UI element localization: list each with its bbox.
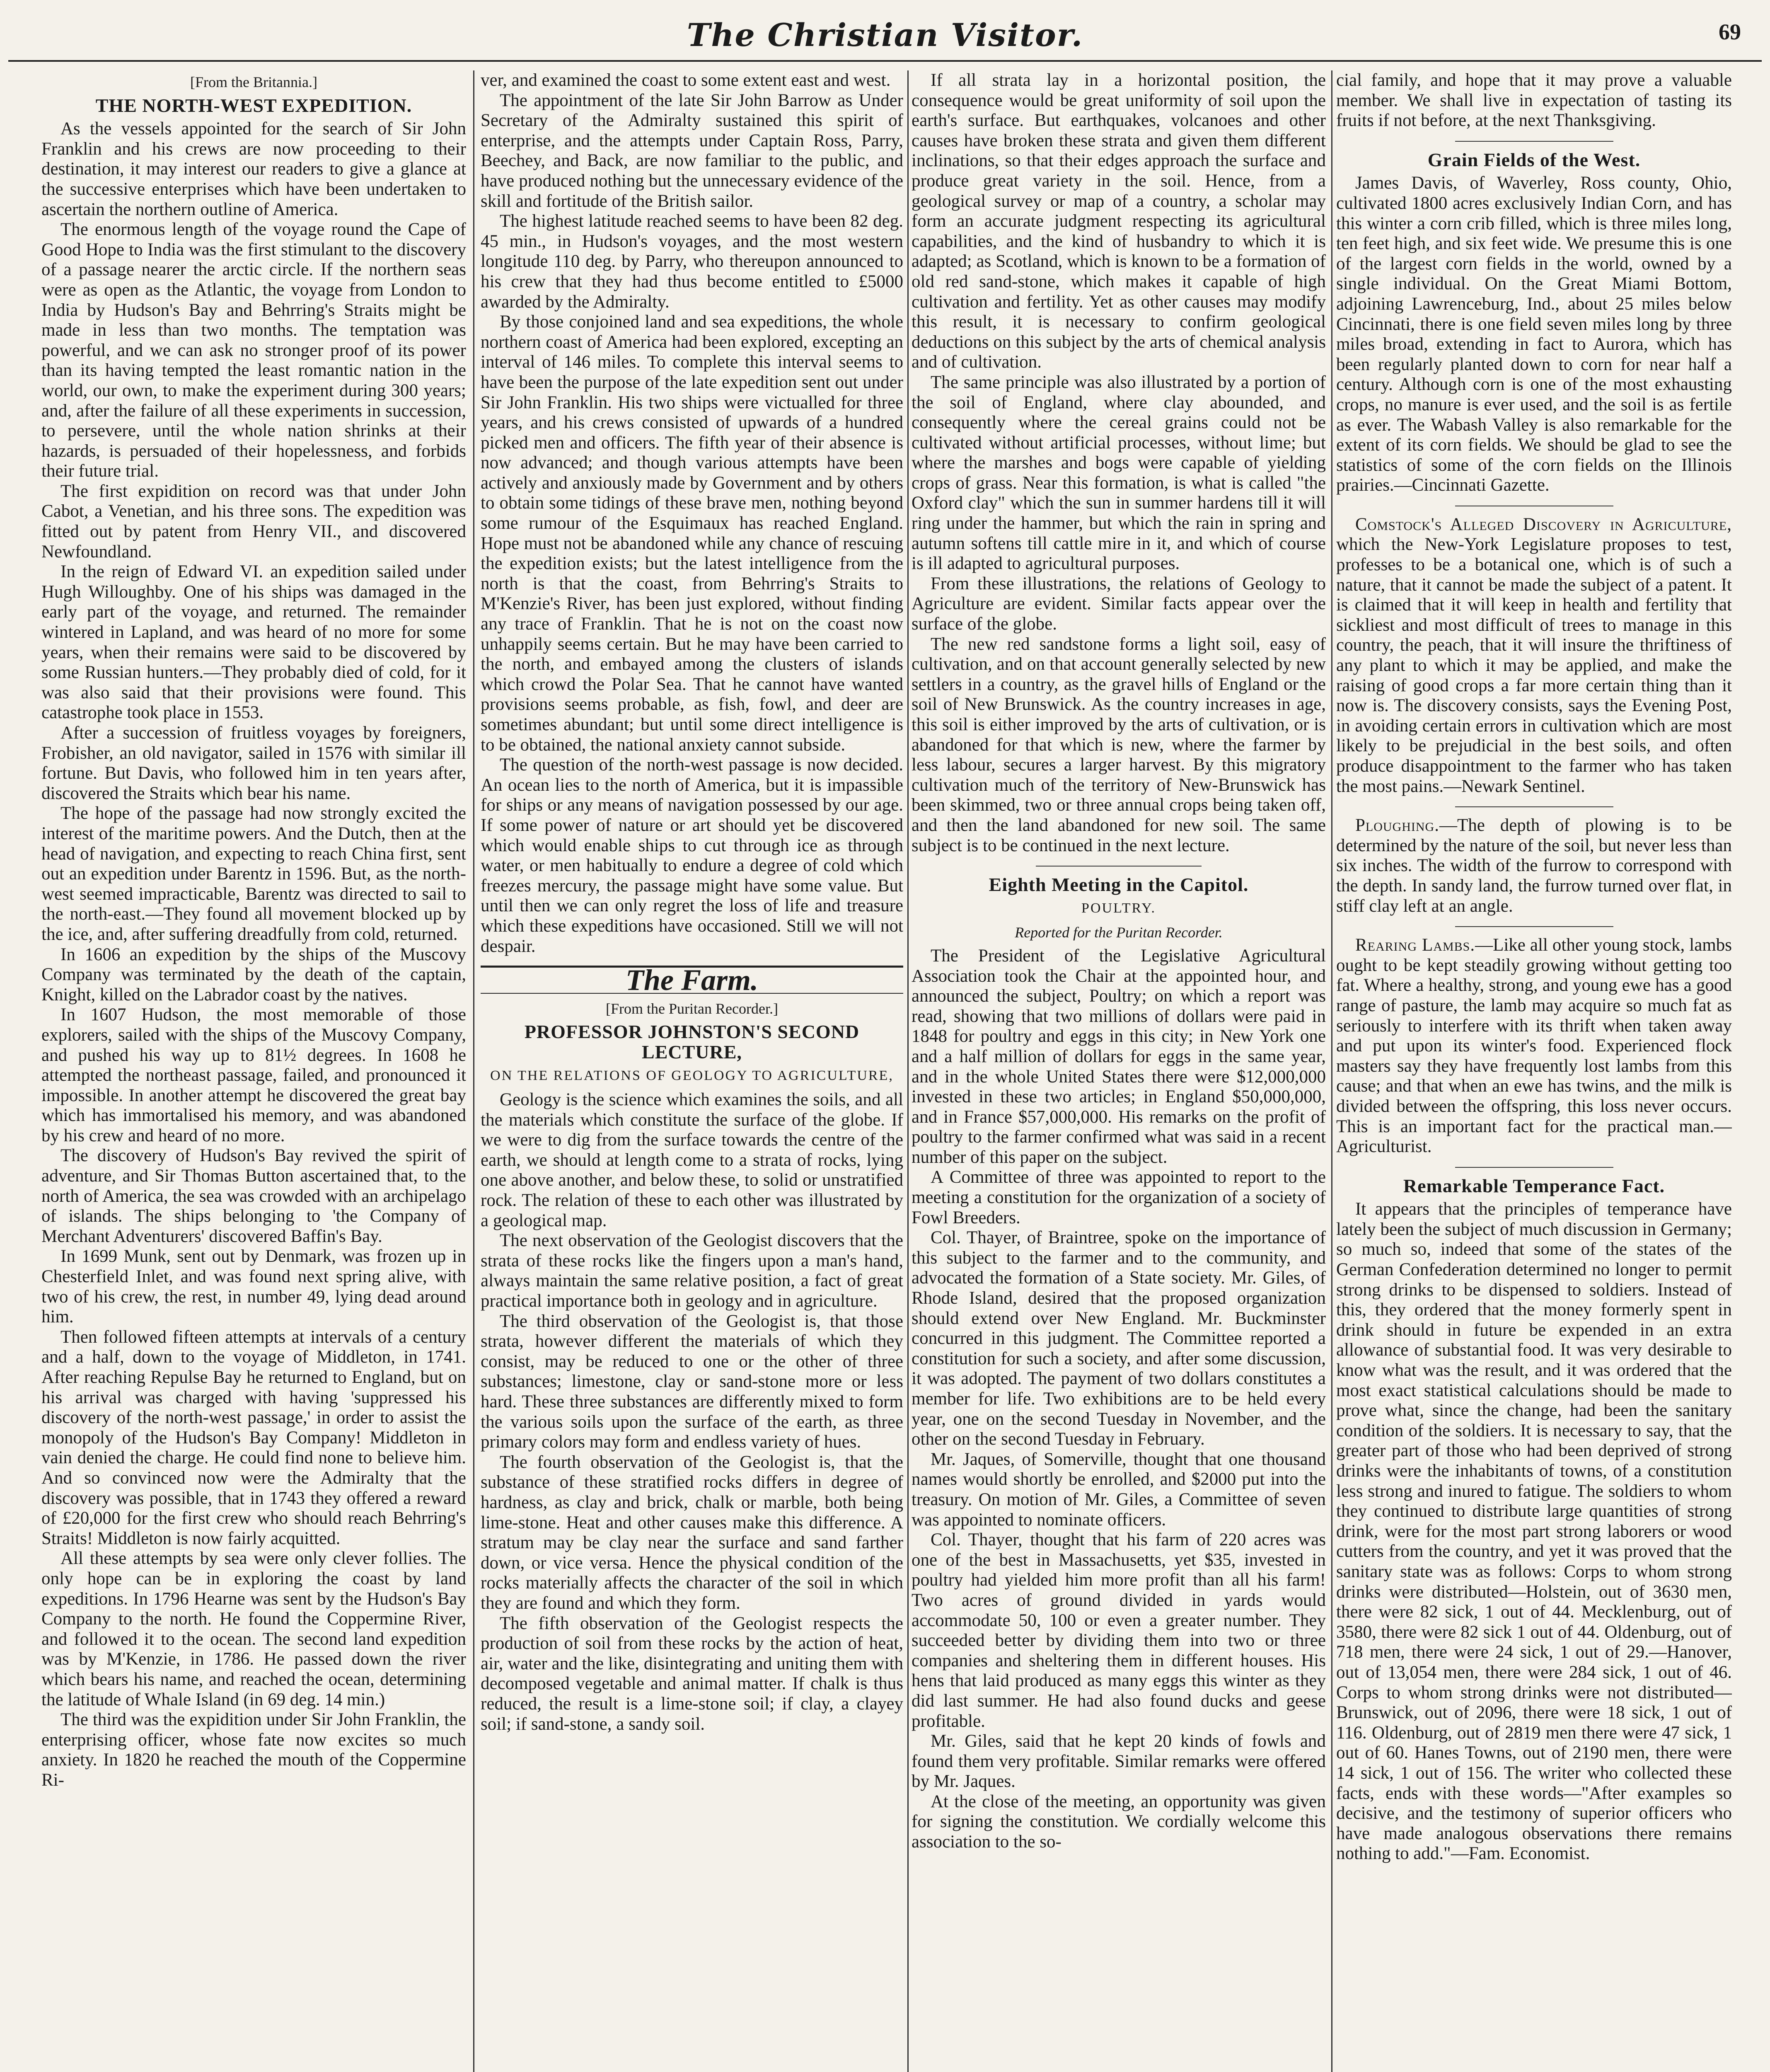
article-paragraph: The question of the north-west passage is now decided. An ocean lies to the north of America, but it is impassible for ships or any means of navigation possessed by our age. If some power of nature or art should yet be discovered which would enable ships to cut through ice as through water, or men habitually to endure a degree of cold which freezes mercury, the passage might have some value. But until then we can only regret the loss of life and treasure which these expeditions have occasioned. Still we will not despair.	[481, 755, 903, 956]
article-separator	[1455, 1167, 1613, 1168]
article-paragraph: From these illustrations, the relations of Geology to Agriculture are evident. Similar facts appear over the surface of the globe.	[912, 574, 1326, 634]
column-divider	[1331, 70, 1332, 2072]
article-heading: THE NORTH-WEST EXPEDITION.	[95, 94, 412, 116]
article-heading: Remarkable Temperance Fact.	[1403, 1175, 1665, 1196]
article-separator	[1455, 806, 1613, 807]
masthead-rule	[8, 60, 1762, 62]
article-heading: Grain Fields of the West.	[1427, 149, 1641, 170]
article-paragraph: Mr. Giles, said that he kept 20 kinds of fowls and found them very profitable. Similar remarks were offered by Mr. Jaques.	[912, 1731, 1326, 1791]
article-separator	[1455, 926, 1613, 927]
article-paragraph: The third was the expidition under Sir John Franklin, the enterprising officer, whose fate now excites so much anxiety. In 1820 he reached the mouth of the Coppermine Ri-	[41, 1710, 466, 1790]
article-paragraph: If all strata lay in a horizontal position, the consequence would be great uniformity of soil upon the earth's surface. But earthquakes, volcanoes and other causes have broken these strata and given them different inclinations, so that their edges approach the surface and produce great variety in the soil. Hence, from a geological survey or map of a country, a scholar may form an accurate judgment respecting its agricultural capabilities, and the kind of husbandry to which it is adapted; as Scotland, which is known to be a formation of old red sand-stone, which makes it capable of high cultivation and fertility. Yet as other causes may modify this result, it is necessary to confirm geological deductions on this subject by the arts of chemical analysis and of cultivation.	[912, 70, 1326, 372]
article-paragraph: Mr. Jaques, of Somerville, thought that one thousand names would shortly be enrolled, and $2000 put into the treasury. On motion of Mr. Giles, a Committee of seven was appointed to nominate officers.	[912, 1449, 1326, 1530]
article-paragraph: ver, and examined the coast to some extent east and west.	[481, 70, 891, 90]
article-paragraph	[1336, 816, 1732, 916]
article-paragraph: The first expidition on record was that under John Cabot, a Venetian, and his three sons. The expedition was fitted out by patent from Henry VII., and discovered Newfoundland.	[41, 481, 466, 562]
article-paragraph: Col. Thayer, thought that his farm of 220 acres was one of the best in Massachusetts, yet $35, invested in poultry had yielded him more profit than all his farm! Two acres of ground divided in yards would accommodate 50, 100 or even a greater number. They succeeded better by dividing them into two or three companies and sheltering them in different houses. His hens that laid produced as many eggs this winter as they did last summer. He had also found ducks and geese profitable.	[912, 1530, 1326, 1731]
article-paragraph: In 1607 Hudson, the most memorable of those explorers, sailed with the ships of the Muscovy Company, and pushed his way up to 81½ degrees. In 1608 he attempted the northeast passage, failed, and pronounced it impossible. In another attempt he discovered the great bay which has immortalised his memory, and was abandoned by his crew and heard of no more.	[41, 1005, 466, 1145]
article-paragraph: The discovery of Hudson's Bay revived the spirit of adventure, and Sir Thomas Button ascertained that, to the north of America, the sea was crowded with an archipelago of islands. The ships belonging to 'the Company of Merchant Adventurers' discovered Baffin's Bay.	[41, 1146, 466, 1246]
article-paragraph: All these attempts by sea were only clever follies. The only hope can be in exploring the coast by land expeditions. In 1796 Hearne was sent by the Hudson's Bay Company to the north. He found the Coppermine River, and followed it to the ocean. The second land expedition was by M'Kenzie, in 1786. He passed down the river which bears his name, and reached the ocean, determining the latitude of Whale Island (in 69 deg. 14 min.)	[41, 1549, 466, 1709]
article-paragraph: As the vessels appointed for the search of Sir John Franklin and his crews are now proceeding to their destination, it may interest our readers to give a glance at the successive enterprises which have been undertaken to ascertain the northern outline of America.	[41, 119, 466, 219]
article-paragraph: The President of the Legislative Agricultural Association took the Chair at the appointed hour, and announced the subject, Poultry; on which a report was read, showing that two millions of dollars were paid in 1848 for poultry and eggs in this city; in New York one and a half million of dollars for eggs in the same year, and in the whole United States there were $12,000,000 invested in these two articles; in England $50,000,000, and in France $57,000,000. His remarks on the profit of poultry to the farmer confirmed what was said in a recent number of this paper on the subject.	[912, 946, 1326, 1167]
column-3	[912, 70, 1326, 2072]
masthead	[0, 17, 1770, 66]
article-paragraph	[1336, 515, 1732, 796]
newspaper-title: The Christian Visitor.	[687, 17, 1083, 53]
item-lead: Ploughing.	[1355, 816, 1439, 835]
section-heading-farm: The Farm.	[625, 963, 759, 997]
article-paragraph: At the close of the meeting, an opportunity was given for signing the constitution. We cordially welcome this association to the so-	[912, 1791, 1326, 1852]
article-paragraph: Geology is the science which examines the soils, and all the materials which constitute the surface of the globe. If we were to dig from the surface towards the centre of the earth, we should at length come to a strata of rocks, lying one above another, and below these, to solid or unstratified rock. The relation of these to each other was illustrated by a geological map.	[481, 1090, 903, 1230]
article-paragraph: The fourth observation of the Geologist is, that the substance of these stratified rocks differs in degree of hardness, as clay and brick, chalk or marble, both being lime-stone. Heat and other causes make this difference. A stratum may be clay near the surface and sand farther down, or vice versa. Hence the physical condition of the rocks materially affects the character of the soil in which they are found and which they form.	[481, 1452, 903, 1613]
article-paragraph: After a succession of fruitless voyages by foreigners, Frobisher, an old navigator, sailed in 1576 with similar ill fortune. But Davis, who followed him in ten years after, discovered the Straits which bear his name.	[41, 723, 466, 803]
article-separator	[1036, 866, 1202, 867]
article-paragraph: The next observation of the Geologist discovers that the strata of these rocks like the fingers upon a man's hand, always maintain the same relative position, a fact of great practical importance both in geology and in agriculture.	[481, 1231, 903, 1311]
article-subheading: POULTRY.	[1081, 900, 1156, 916]
article-subheading: ON THE RELATIONS OF GEOLOGY TO AGRICULTURE,	[490, 1067, 894, 1083]
article-paragraph: It appears that the principles of temperance have lately been the subject of much discussion in Germany; so much so, indeed that some of the states of the German Confederation determined no longer to permit strong drinks to be dispensed to soldiers. Instead of this, they ordered that the money formerly spent in drink should in future be expended in an extra allowance of substantial food. It was very desirable to know what was the result, and it was ordered that the most exact statistical calculations should be made to prove what, since the change, had been the sanitary condition of the soldiers. It is necessary to say, that the greater part of those who had been deprived of strong drinks were the inhabitants of towns, of a constitution less strong and inured to fatigue. The soldiers to whom they continued to distribute large quantities of strong drink, were for the most part strong laborers or wood cutters from the country, and yet it was proved that the sanitary state was as follows: Corps to whom strong drinks were distributed—Holstein, out of 3630 men, there were 82 sick, 1 out of 44. Mecklenburg, out of 3580, there were 82 sick 1 out of 44. Oldenburg, out of 718 men, there were 24 sick, 1 out of 29.—Hanover, out of 13,054 men, there were 284 sick, 1 out of 46. Corps to whom strong drinks were not distributed—Brunswick, out of 2096, there were 18 sick, 1 out of 116. Oldenburg, out of 2819 men there were 47 sick, 1 out of 60. Hanes Towns, out of 2190 men, there were 14 sick, 1 out of 156. The writer who collected these facts, ends with these words—"After examples so decisive, and the testimony of superior officers who have made analogous observations there remains nothing to add."—Fam. Economist.	[1336, 1199, 1732, 1864]
column-2	[481, 70, 903, 2072]
article-paragraph: The new red sandstone forms a light soil, easy of cultivation, and on that account generally selected by new settlers in a country, as the gravel hills of England or the soil of New Brunswick. As the country increases in age, this soil is either improved by the arts of cultivation, or is abandoned for that which is new, where the farmer by less labour, secures a larger harvest. By this migratory cultivation much of the territory of New-Brunswick has been skimmed, two or three annual crops being taken off, and then the land abandoned for new soil. The same subject is to be continued in the next lecture.	[912, 634, 1326, 855]
item-text: —The depth of plowing is to be determined by the nature of the soil, but never less than six inches. The width of the furrow to correspond with the depth. In sandy land, the furrow turned over flat, in stiff clay left at an angle.	[1336, 816, 1732, 916]
column-4	[1336, 70, 1732, 2072]
article-paragraph: Then followed fifteen attempts at intervals of a century and a half, down to the voyage of Middleton, in 1741. After reaching Repulse Bay he returned to England, but on his arrival was charged with having 'suppressed his discovery of the north-west passage,' in order to assist the monopoly of the Hudson's Bay Company! Middleton in vain denied the charge. He could find none to believe him. And so convinced now were the Admiralty that the discovery was possible, that in 1743 they offered a reward of £20,000 for the first crew who should reach Behrring's Straits! Middleton is now fairly acquitted.	[41, 1327, 466, 1548]
article-heading: PROFESSOR JOHNSTON'S SECOND LECTURE,	[524, 1021, 860, 1063]
article-heading: Eighth Meeting in the Capitol.	[989, 874, 1249, 896]
item-text: which the New-York Legislature proposes to test, professes to be a botanical one, which is of such a nature, that it cannot be made the subject of a patent. It is claimed that it will keep in health and fertility that sickliest and most difficult of trees to manage in this country, the peach, that it will insure the thriftiness of any plant to which it may be applied, and make the raising of good crops a far more certain thing than it now is. The discovery consists, says the Evening Post, in avoiding certain errors in cultivation which are most likely to be prejudicial in the best soils, and often produce disappointment to the farmer who has taken the most pains.—Newark Sentinel.	[1336, 535, 1732, 796]
page-number: 69	[1719, 19, 1741, 44]
article-paragraph: In 1699 Munk, sent out by Denmark, was frozen up in Chesterfield Inlet, and was found next spring alive, with two of his crew, the rest, in number 49, lying dead around him.	[41, 1247, 466, 1327]
article-source: Reported for the Puritan Recorder.	[1015, 924, 1223, 941]
item-lead: Rearing Lambs.	[1355, 935, 1475, 955]
article-paragraph: In 1606 an expedition by the ships of the Muscovy Company was terminated by the death of the captain, Knight, killed on the Labrador coast by the natives.	[41, 944, 466, 1005]
article-paragraph: By those conjoined land and sea expeditions, the whole northern coast of America had been explored, excepting an interval of 146 miles. To complete this interval seems to have been the purpose of the late expedition sent out under Sir John Franklin. His two ships were victualled for three years, and his crews consisted of upwards of a hundred picked men and officers. The fifth year of their absence is now advanced; and though various attempts have been actively and anxiously made by Government and by others to obtain some tidings of these brave men, nothing beyond some rumour of the Esquimaux has reached England. Hope must not be abandoned while any chance of rescuing the expedition exists; but the latest intelligence from the north is that the coast, from Behrring's Straits to M'Kenzie's River, has been just explored, without finding any trace of Franklin. That he is not on the coast now unhappily seems certain. But he may have been carried to the north, and embayed among the clusters of islands which crowd the Polar Sea. That he cannot have wanted provisions seems probable, as fish, fowl, and deer are sometimes abundant; but until some direct intelligence is to be obtained, the national anxiety cannot subside.	[481, 312, 903, 755]
item-text: —Like all other young stock, lambs ought to be kept steadily growing without getting too fat. Where a healthy, strong, and young ewe has a good range of pasture, the lamb may acquire so much fat as seriously to interfere with its thrift when taken away and put upon its winter's food. Experienced flock masters say they have frequently lost lambs from this cause; and that when an ewe has twins, and the milk is divided between the offspring, this loss never occurs. This is an important fact for the practical man.—Agriculturist.	[1336, 935, 1732, 1157]
article-separator	[1455, 141, 1613, 142]
article-paragraph: In the reign of Edward VI. an expedition sailed under Hugh Willoughby. One of his ships was damaged in the early part of the voyage, and returned. The remainder wintered in Lapland, and was heard of no more for some years, when their remains were said to be discovered by some Russian hunters.—They probably died of cold, for it was also said that their provisions were found. This catastrophe took place in 1553.	[41, 562, 466, 723]
column-1	[41, 70, 466, 2072]
article-paragraph: James Davis, of Waverley, Ross county, Ohio, cultivated 1800 acres exclusively Indian Corn, and has this winter a corn crib filled, which is three miles long, ten feet high, and six feet wide. We presume this is one of the largest corn fields in the world, owned by a single individual. On the Great Miami Bottom, adjoining Lawrenceburg, Ind., about 25 miles below Cincinnati, there is one field seven miles long by three miles broad, extending in fact to Aurora, which has been regularly planted down to corn for near half a century. Although corn is one of the most exhausting crops, no manure is ever used, and the soil is as fertile as ever. The Wabash Valley is also remarkable for the extent of its corn fields. We should be glad to see the statistics of some of the corn fields on the Illinois prairies.—Cincinnati Gazette.	[1336, 173, 1732, 495]
article-paragraph: The fifth observation of the Geologist respects the production of soil from these rocks by the action of heat, air, water and the like, disintegrating and uniting them with decomposed vegetable and animal matter. If chalk is thus reduced, the result is a lime-stone soil; if clay, a clayey soil; if sand-stone, a sandy soil.	[481, 1613, 903, 1734]
article-source: [From the Puritan Recorder.]	[606, 1000, 778, 1017]
column-divider	[473, 70, 474, 2072]
article-paragraph: The hope of the passage had now strongly excited the interest of the maritime powers. And the Dutch, then at the head of navigation, and expecting to reach China first, sent out an expedition under Barentz in 1596. But, as the north-west seemed impracticable, Barentz was directed to sail to the north-east.—They found all movement blocked up by the ice, and, after suffering dreadfully from cold, returned.	[41, 804, 466, 944]
article-paragraph: Col. Thayer, of Braintree, spoke on the importance of this subject to the farmer and to the community, and advocated the formation of a State society. Mr. Giles, of Rhode Island, desired that the proposed organization should extend over New England. Mr. Buckminster concurred in this judgment. The Committee reported a constitution for such a society, and after some discussion, it was adopted. The payment of two dollars constitutes a member for life. Two exhibitions are to be held every year, one on the second Tuesday in November, and the other on the second Tuesday in February.	[912, 1228, 1326, 1449]
article-paragraph	[1336, 935, 1732, 1157]
article-paragraph: A Committee of three was appointed to report to the meeting a constitution for the organization of a society of Fowl Breeders.	[912, 1167, 1326, 1227]
article-paragraph: The third observation of the Geologist is, that those strata, however different the materials of which they consist, may be reduced to one or the other of three substances; limestone, clay or sand-stone more or less hard. These three substances are differently mixed to form the various soils upon the surface of the earth, as three primary colors may form and endless variety of hues.	[481, 1311, 903, 1452]
column-divider	[907, 70, 909, 2072]
article-paragraph: The enormous length of the voyage round the Cape of Good Hope to India was the first stimulant to the discovery of a passage nearer the arctic circle. If the northern seas were as open as the Atlantic, the voyage from London to India by Hudson's Bay and Behrring's Straits might be made in less than two months. The temptation was powerful, and we can ask no stronger proof of its power than its having tempted the least romantic nation in the world, our own, to make the experiment during 300 years; and, after the failure of all these experiments in succession, to persevere, until the whole nation shrinks at their hazards, is persuaded of their hopelessness, and forbids their future trial.	[41, 220, 466, 481]
article-source: [From the Britannia.]	[190, 74, 317, 90]
item-lead: Comstock's Alleged Discovery in Agriculture,	[1355, 514, 1732, 534]
article-paragraph: cial family, and hope that it may prove a valuable member. We shall live in expectation of tasting its fruits if not before, at the next Thanksgiving.	[1336, 70, 1732, 131]
article-paragraph: The appointment of the late Sir John Barrow as Under Secretary of the Admiralty sustained this spirit of enterprise, and the attempts under Captain Ross, Parry, Beechey, and Back, are now familiar to the public, and have produced nothing but the unnecessary evidence of the skill and fortitude of the British sailor.	[481, 90, 903, 211]
article-paragraph: The same principle was also illustrated by a portion of the soil of England, where clay abounded, and consequently where the cereal grains could not be cultivated without artificial processes, without lime; but where the marshes and bogs were capable of yielding crops of grass. Near this formation, is what is called "the Oxford clay" which the sun in summer hardens till it will ring under the hammer, but which the rain in spring and autumn softens till cattle mire in it, and which of course is ill adapted to agricultural purposes.	[912, 372, 1326, 574]
article-paragraph: The highest latitude reached seems to have been 82 deg. 45 min., in Hudson's voyages, and the most western longitude 110 deg. by Parry, who thereupon announced to his crew that they had thus become entitled to £5000 awarded by the Admiralty.	[481, 211, 903, 312]
